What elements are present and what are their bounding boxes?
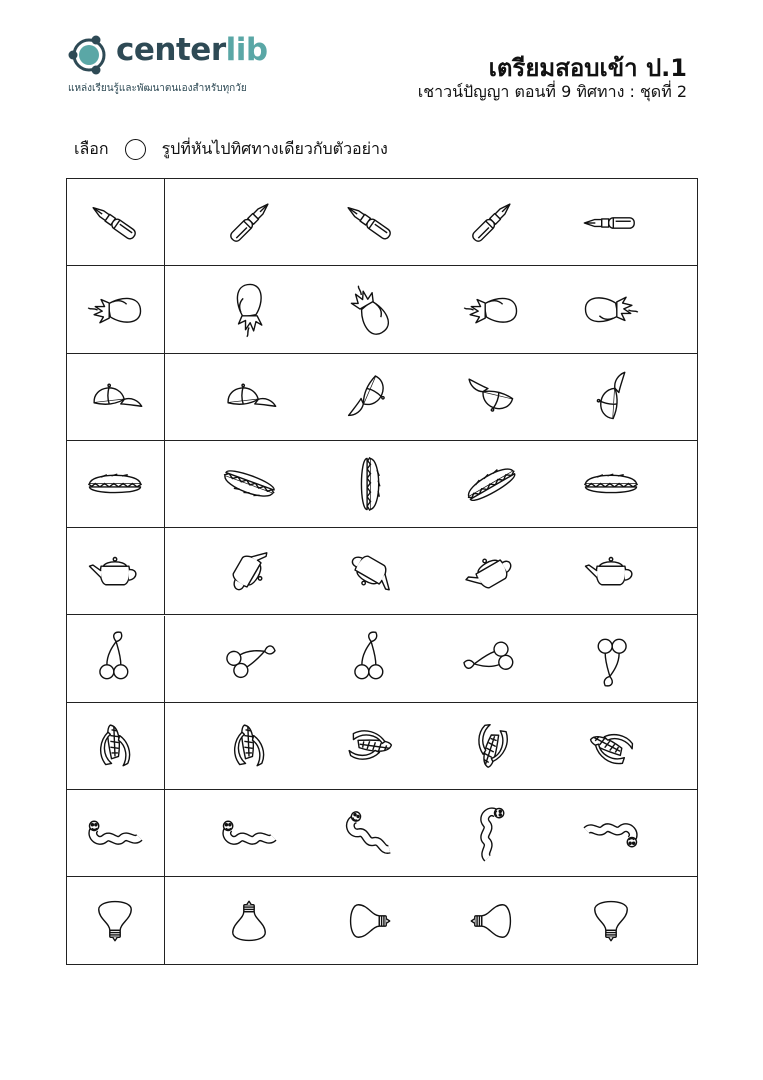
worksheet-title: เตรียมสอบเข้า ป.1: [488, 54, 687, 82]
eggplant-icon: [462, 281, 520, 339]
teapot-icon: [86, 543, 144, 601]
choice-cell[interactable]: [219, 441, 279, 528]
choice-cell[interactable]: [581, 790, 641, 877]
question-row: [67, 703, 697, 790]
corn-icon: [341, 717, 399, 775]
light-bulb-icon: [341, 892, 399, 950]
choice-cell[interactable]: [461, 266, 521, 353]
eggplant-icon: [341, 281, 399, 339]
column-divider: [164, 877, 165, 964]
question-row: [67, 354, 697, 441]
worm-icon: [341, 805, 399, 863]
choice-cell[interactable]: [461, 528, 521, 615]
teapot-icon: [341, 543, 399, 601]
column-divider: [164, 354, 165, 440]
choice-cell[interactable]: [581, 354, 641, 441]
choice-cell[interactable]: [219, 703, 279, 790]
baseball-cap-icon: [341, 368, 399, 426]
sandwich-icon: [462, 455, 520, 513]
choice-cell[interactable]: [340, 266, 400, 353]
choice-cell[interactable]: [581, 179, 641, 266]
choice-cell[interactable]: [461, 441, 521, 528]
column-divider: [164, 179, 165, 265]
column-divider: [164, 616, 165, 702]
answer-circle-icon: [125, 139, 146, 160]
column-divider: [164, 528, 165, 614]
worm-icon: [462, 805, 520, 863]
light-bulb-icon: [86, 892, 144, 950]
choice-cell[interactable]: [461, 354, 521, 441]
choice-cell[interactable]: [581, 877, 641, 964]
cherries-icon: [582, 630, 640, 688]
choice-cell[interactable]: [340, 441, 400, 528]
choice-cell[interactable]: [340, 179, 400, 266]
example-cell: [85, 528, 145, 615]
fountain-pen-icon: [86, 194, 144, 252]
choice-cell[interactable]: [219, 616, 279, 703]
instruction-line: [74, 136, 388, 162]
sandwich-icon: [341, 455, 399, 513]
choice-cell[interactable]: [461, 703, 521, 790]
choice-cell[interactable]: [461, 616, 521, 703]
example-cell: [85, 790, 145, 877]
sandwich-icon: [220, 455, 278, 513]
corn-icon: [462, 717, 520, 775]
cherries-icon: [341, 630, 399, 688]
choice-cell[interactable]: [219, 790, 279, 877]
example-cell: [85, 877, 145, 964]
choice-cell[interactable]: [461, 179, 521, 266]
worm-icon: [582, 805, 640, 863]
baseball-cap-icon: [220, 368, 278, 426]
choice-cell[interactable]: [581, 616, 641, 703]
choice-cell[interactable]: [340, 528, 400, 615]
sandwich-icon: [582, 455, 640, 513]
logo-tagline: แหล่งเรียนรู้และพัฒนาตนเองสำหรับทุกวัย: [68, 83, 247, 94]
choice-cell[interactable]: [340, 354, 400, 441]
teapot-icon: [582, 543, 640, 601]
question-row: [67, 790, 697, 877]
fountain-pen-icon: [582, 194, 640, 252]
choice-cell[interactable]: [581, 441, 641, 528]
question-row: [67, 179, 697, 266]
eggplant-icon: [86, 281, 144, 339]
question-row: [67, 266, 697, 353]
corn-icon: [582, 717, 640, 775]
question-row: [67, 616, 697, 703]
cherries-icon: [462, 630, 520, 688]
choice-cell[interactable]: [581, 528, 641, 615]
choice-cell[interactable]: [340, 790, 400, 877]
worksheet-subtitle: เชาวน์ปัญญา ตอนที่ 9 ทิศทาง : ชุดที่ 2: [417, 82, 687, 101]
worm-icon: [220, 805, 278, 863]
cherries-icon: [86, 630, 144, 688]
example-cell: [85, 266, 145, 353]
teapot-icon: [220, 543, 278, 601]
sandwich-icon: [86, 455, 144, 513]
column-divider: [164, 703, 165, 789]
worm-icon: [86, 805, 144, 863]
column-divider: [164, 790, 165, 876]
logo-wordmark: centerlib: [116, 32, 268, 68]
choice-cell[interactable]: [219, 354, 279, 441]
example-cell: [85, 441, 145, 528]
choice-cell[interactable]: [219, 266, 279, 353]
teapot-icon: [462, 543, 520, 601]
centerlib-logo: [66, 30, 296, 100]
choice-cell[interactable]: [581, 266, 641, 353]
instruction-text: รูปที่หันไปทิศทางเดียวกับตัวอย่าง: [161, 138, 388, 158]
baseball-cap-icon: [462, 368, 520, 426]
example-cell: [85, 354, 145, 441]
logo-molecule-icon: [66, 32, 112, 78]
baseball-cap-icon: [86, 368, 144, 426]
choice-cell[interactable]: [219, 528, 279, 615]
column-divider: [164, 266, 165, 352]
cherries-icon: [220, 630, 278, 688]
example-cell: [85, 179, 145, 266]
example-cell: [85, 703, 145, 790]
fountain-pen-icon: [341, 194, 399, 252]
fountain-pen-icon: [462, 194, 520, 252]
choice-cell[interactable]: [340, 703, 400, 790]
choice-cell[interactable]: [340, 877, 400, 964]
example-cell: [85, 616, 145, 703]
question-row: [67, 528, 697, 615]
choice-cell[interactable]: [219, 179, 279, 266]
question-row: [67, 877, 697, 964]
question-row: [67, 441, 697, 528]
column-divider: [164, 441, 165, 527]
fountain-pen-icon: [220, 194, 278, 252]
choice-cell[interactable]: [340, 616, 400, 703]
instruction-prefix: เลือก: [74, 138, 109, 158]
choice-cell[interactable]: [581, 703, 641, 790]
light-bulb-icon: [582, 892, 640, 950]
choice-cell[interactable]: [461, 790, 521, 877]
light-bulb-icon: [220, 892, 278, 950]
choice-cell[interactable]: [461, 877, 521, 964]
eggplant-icon: [582, 281, 640, 339]
eggplant-icon: [220, 281, 278, 339]
corn-icon: [86, 717, 144, 775]
exercise-grid: [66, 178, 698, 965]
corn-icon: [220, 717, 278, 775]
choice-cell[interactable]: [219, 877, 279, 964]
baseball-cap-icon: [582, 368, 640, 426]
light-bulb-icon: [462, 892, 520, 950]
